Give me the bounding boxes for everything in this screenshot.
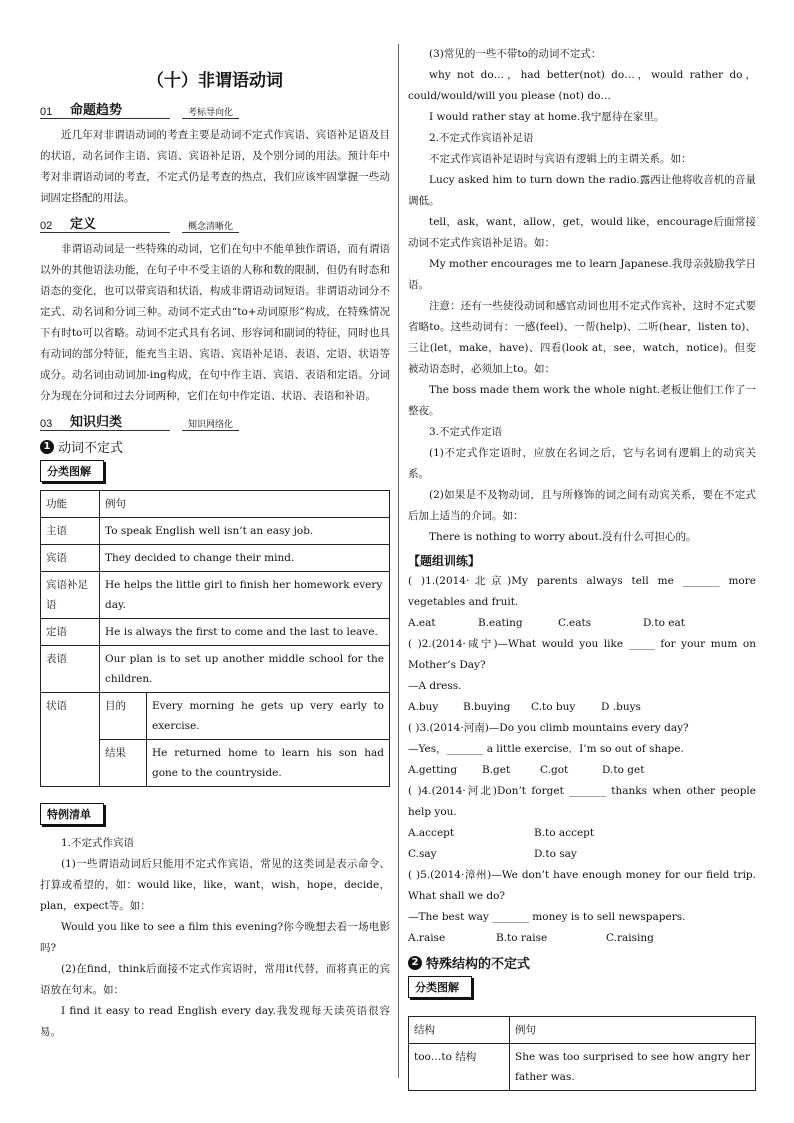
heading-text: 特殊结构的不定式	[426, 957, 531, 972]
example-sentence: My mother encourages me to learn Japanese.我母亲鼓励我学日语。	[408, 258, 756, 291]
table-row	[41, 693, 390, 740]
special-paragraph: (3)常见的一些不带to的动词不定式：	[429, 48, 602, 60]
option[interactable]: A.getting	[408, 764, 458, 776]
option-row	[408, 697, 756, 718]
option[interactable]: B.to accept	[534, 827, 595, 839]
classify-label: 分类图解	[40, 460, 104, 482]
special-heading: 3.不定式作定语	[429, 426, 503, 438]
option[interactable]: A.buy	[408, 701, 439, 713]
option[interactable]: C.eats	[558, 617, 592, 629]
table-header-cell: 结构	[409, 1017, 510, 1044]
question-5	[408, 865, 756, 949]
special-structure-heading	[408, 953, 756, 972]
example-cell: Our plan is to set up another middle school for the children.	[100, 646, 390, 693]
special-paragraph: (2)在find，think后面接不定式作宾语时，常用it代替，而将真正的宾语放在句末。如：	[40, 963, 390, 996]
question-stem: ( )1.(2014·北京)My parents always tell me _______ more vegetables and fruit.	[408, 575, 756, 608]
option-row	[408, 613, 756, 634]
special-heading: 1.不定式作宾语	[61, 837, 135, 849]
function-cell: 状语	[41, 693, 100, 787]
table-header-cell: 例句	[100, 491, 390, 518]
section-number: 02	[40, 220, 70, 233]
table-row	[41, 545, 390, 572]
question-4	[408, 781, 756, 865]
example-cell: They decided to change their mind.	[100, 545, 390, 572]
option[interactable]: A.raise	[408, 932, 446, 944]
note-paragraph: 注意：还有一些使役动词和感官动词也用不定式作宾补，这时不定式要省略to。这些动词有：一感(feel)、一帮(help)、二听(hear，listen to)、三让(let，make，have)、四看(look at，see，watch，notice)。但变被动语态时，必须加上to。如：	[408, 300, 756, 375]
option-row	[408, 760, 756, 781]
number-badge: 2	[408, 956, 422, 970]
number-badge: 1	[40, 440, 54, 454]
question-3	[408, 718, 756, 781]
option-row	[408, 928, 756, 949]
example-cell: He is always the first to come and the last to leave.	[100, 619, 390, 646]
special-structure-table	[408, 1016, 756, 1091]
table-row	[409, 1044, 756, 1091]
drill-heading: 【题组训练】	[408, 554, 481, 568]
option[interactable]: D.to eat	[643, 617, 685, 629]
example-cell: He returned home to learn his son had gone to the countryside.	[147, 740, 390, 787]
option[interactable]: A.accept	[408, 827, 455, 839]
example-sentence: I find it easy to read English every day.我发现每天读英语很容易。	[40, 1005, 390, 1038]
example-sentence: why not do…，had better(not) do…，would rather do，could/would/will you please (not) do…	[408, 69, 756, 102]
section-name: 知识归类	[70, 411, 170, 431]
right-column	[408, 44, 756, 1091]
option[interactable]: A.eat	[408, 617, 436, 629]
example-sentence: Lucy asked him to turn down the radio.露西让他将收音机的音量调低。	[408, 174, 756, 207]
option[interactable]: C.got	[540, 764, 569, 776]
section-number: 01	[40, 106, 70, 119]
option-row	[408, 823, 756, 844]
special-list-label: 特例清单	[40, 803, 104, 825]
option[interactable]: C.to buy	[531, 701, 576, 713]
heading-text: 动词不定式	[58, 441, 124, 456]
option[interactable]: C.say	[408, 848, 437, 860]
column-divider	[398, 44, 399, 1078]
example-cell: Every morning he gets up very early to exercise.	[147, 693, 390, 740]
structure-cell: too…to 结构	[409, 1044, 510, 1091]
function-cell: 表语	[41, 646, 100, 693]
special-heading: 2.不定式作宾语补足语	[429, 132, 534, 144]
question-stem: ( )3.(2014·河南)—Do you climb mountains every day?	[408, 722, 689, 734]
option-row	[408, 844, 756, 865]
special-paragraph: tell，ask，want，allow，get，would like，encourage后面常接动词不定式作宾语补足语。如：	[408, 216, 756, 249]
table-row	[41, 572, 390, 619]
table-header-row	[41, 491, 390, 518]
function-cell: 定语	[41, 619, 100, 646]
infinitive-heading	[40, 437, 390, 456]
section-number: 03	[40, 418, 70, 431]
section-tag: 知识网络化	[182, 417, 239, 431]
table-header-cell: 例句	[510, 1017, 756, 1044]
option[interactable]: D.to say	[534, 848, 577, 860]
example-cell: He helps the little girl to finish her homework every day.	[100, 572, 390, 619]
section-header-definition	[40, 213, 390, 233]
answer-line: —A dress.	[408, 680, 462, 692]
question-stem: ( )2.(2014·咸宁)—What would you like _____ for your mum on Mother’s Day?	[408, 638, 756, 671]
special-paragraph: (2)如果是不及物动词，且与所修饰的词之间有动宾关系，要在不定式后加上适当的介词。如：	[408, 489, 756, 522]
example-sentence: I would rather stay at home.我宁愿待在家里。	[429, 111, 665, 123]
trend-paragraph: 近几年对非谓语动词的考查主要是动词不定式作宾语、宾语补足语及目的状语，动名词作主语、宾语、宾语补足语，及个别分词的用法。预计年中考对非谓语动词的考查，不定式仍是考查的热点，我们应该牢固掌握一些动词固定搭配的用法。	[40, 129, 390, 204]
special-paragraph: 不定式作宾语补足语时与宾语有逻辑上的主谓关系。如：	[429, 153, 692, 165]
section-tag: 考标导向化	[182, 105, 239, 119]
example-sentence: The boss made them work the whole night.老板让他们工作了一整夜。	[408, 384, 756, 417]
answer-line: —Yes，_______ a little exercise．I’m so out of shape.	[408, 743, 684, 755]
example-cell: She was too surprised to see how angry her father was.	[510, 1044, 756, 1091]
section-header-trend	[40, 99, 390, 119]
option[interactable]: D .buys	[601, 701, 641, 713]
left-column	[40, 44, 390, 1043]
page-title: （十）非谓语动词	[147, 71, 283, 91]
table-row	[41, 619, 390, 646]
answer-line: —The best way _______ money is to sell newspapers.	[408, 911, 686, 923]
infinitive-table	[40, 490, 390, 787]
table-row	[41, 518, 390, 545]
example-sentence: Would you like to see a film this evening?你今晚想去看一场电影吗?	[40, 921, 390, 954]
option[interactable]: B.eating	[478, 617, 523, 629]
question-2	[408, 634, 756, 718]
function-cell: 宾语	[41, 545, 100, 572]
question-stem: ( )4.(2014·河北)Don’t forget _______ thanks when other people help you.	[408, 785, 756, 818]
definition-paragraph: 非谓语动词是一些特殊的动词，它们在句中不能单独作谓语，而有谓语以外的其他语法功能，在句子中不受主语的人称和数的限制，但仍有时态和语态的变化，也可以带宾语和状语，构成非谓语动词短语。非谓语动词分不定式、动名词和分词三种。动词不定式由“to+动词原形”构成，在特殊情况下有时to可以省略。动词不定式具有名词、形容词和副词的特征，同时也具有动词的部分特征，能充当主语、宾语、宾语补足语、表语、定语、状语等成分。动名词由动词加-ing构成，在句中作主语、宾语、表语和定语。分词分为现在分词和过去分词两种，它们在句中作定语、状语、表语和补语。	[40, 243, 390, 402]
special-paragraph: (1)不定式作定语时，应放在名词之后，它与名词有逻辑上的动宾关系。	[408, 447, 756, 480]
sub-function-cell: 结果	[100, 740, 147, 787]
function-cell: 宾语补足语	[41, 572, 100, 619]
option[interactable]: B.to raise	[496, 932, 548, 944]
option[interactable]: C.raising	[606, 932, 654, 944]
section-name: 定义	[70, 213, 170, 233]
question-stem: ( )5.(2014·漳州)—We don’t have enough money for our field trip. What shall we do?	[408, 869, 756, 902]
section-name: 命题趋势	[70, 99, 170, 119]
table-row	[41, 646, 390, 693]
classify-label: 分类图解	[408, 976, 472, 998]
question-1	[408, 571, 756, 634]
option[interactable]: D.to get	[602, 764, 645, 776]
example-sentence: There is nothing to worry about.没有什么可担心的。	[429, 531, 697, 543]
section-tag: 概念清晰化	[182, 219, 239, 233]
sub-function-cell: 目的	[100, 693, 147, 740]
table-header-row	[409, 1017, 756, 1044]
option[interactable]: B.get	[482, 764, 511, 776]
table-header-cell: 功能	[41, 491, 100, 518]
option[interactable]: B.buying	[463, 701, 511, 713]
function-cell: 主语	[41, 518, 100, 545]
section-header-knowledge	[40, 411, 390, 431]
special-paragraph: (1)一些谓语动词后只能用不定式作宾语，常见的这类词是表示命令、打算或希望的，如：would like，like，want，wish，hope，decide，plan，expect等。如：	[40, 858, 390, 912]
example-cell: To speak English well isn’t an easy job.	[100, 518, 390, 545]
